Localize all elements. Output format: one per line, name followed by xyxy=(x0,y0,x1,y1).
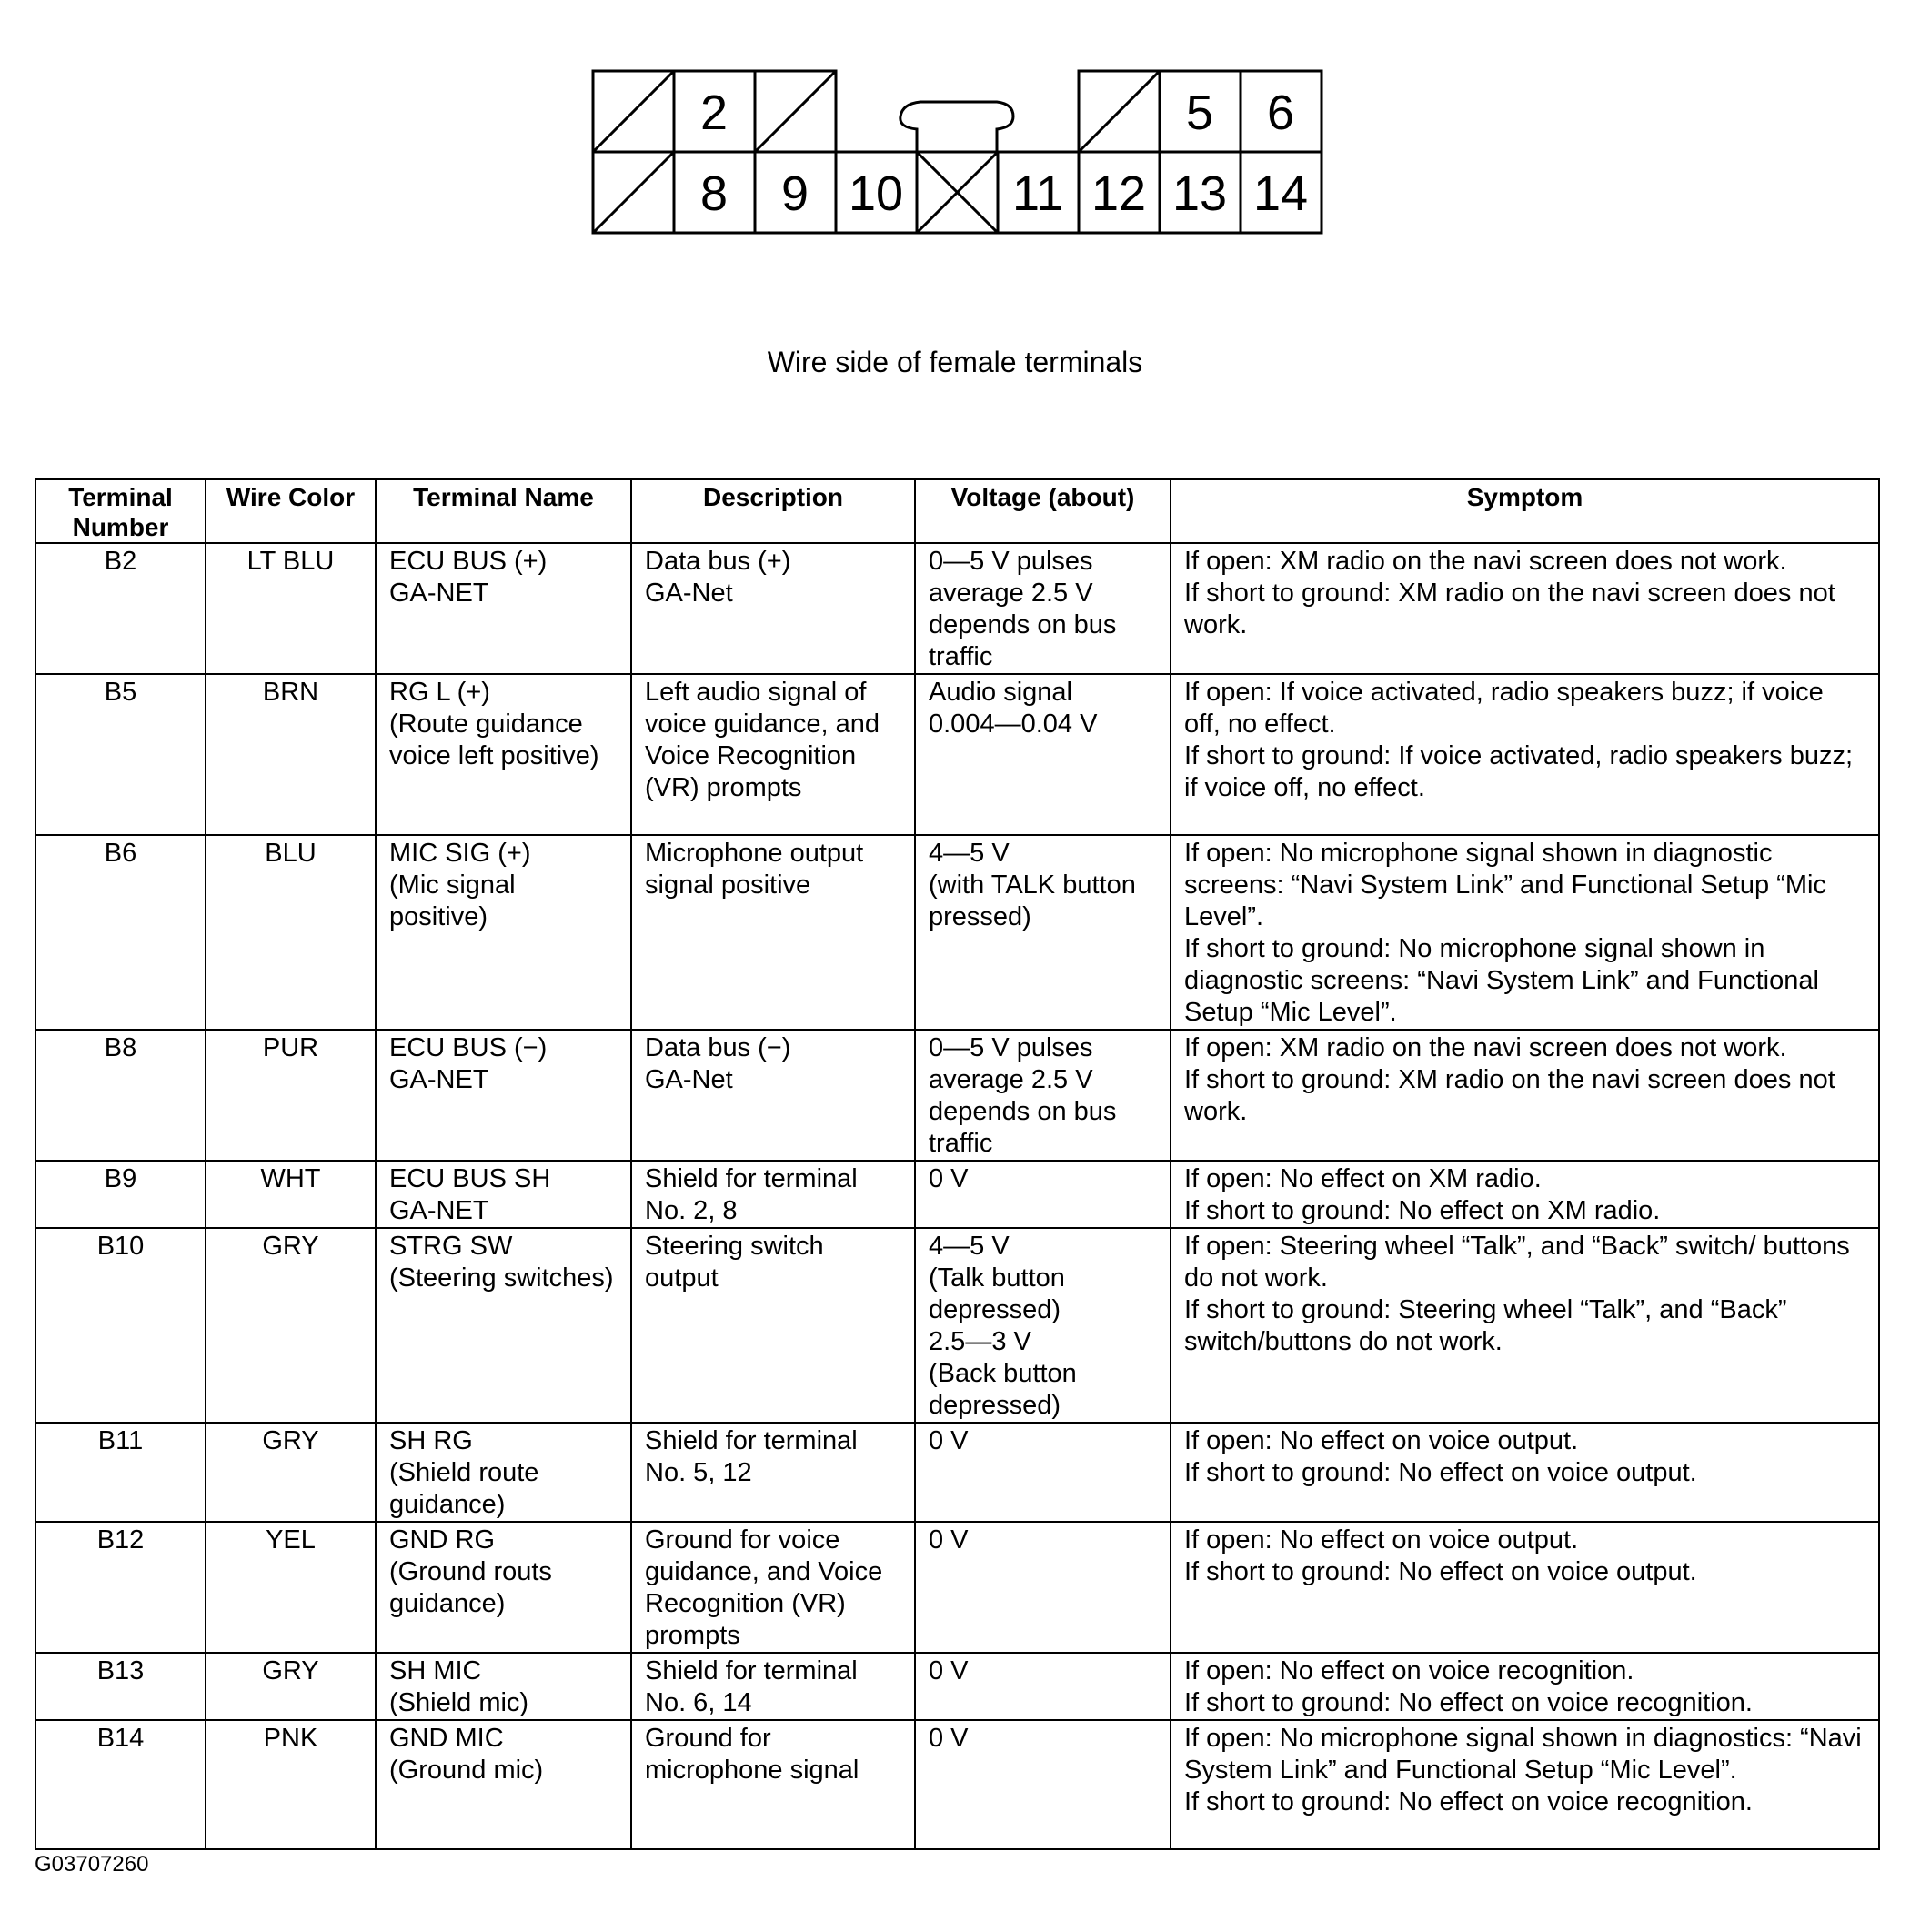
pin-label: 11 xyxy=(1011,166,1064,221)
terminal-name: ECU BUS (−) GA-NET xyxy=(376,1030,631,1161)
voltage: 0—5 V pulses average 2.5 V depends on bus traffic xyxy=(915,1030,1171,1161)
table-row xyxy=(35,1423,1879,1522)
terminal-name: SH RG (Shield route guidance) xyxy=(376,1423,631,1522)
pin-label: 8 xyxy=(699,166,729,221)
description: Shield for terminal No. 5, 12 xyxy=(631,1423,915,1522)
wire-color: PNK xyxy=(206,1720,376,1849)
diagram-caption: Wire side of female terminals xyxy=(767,346,1143,378)
symptom: If open: XM radio on the navi screen does not work. If short to ground: XM radio on the navi screen does not work. xyxy=(1171,543,1879,674)
terminal-number: B10 xyxy=(35,1228,206,1423)
terminal-number: B5 xyxy=(35,674,206,835)
terminal-name: GND RG (Ground routs guidance) xyxy=(376,1522,631,1653)
connector-diagram xyxy=(0,0,1910,273)
table-row xyxy=(35,1720,1879,1849)
symptom: If open: Steering wheel “Talk”, and “Back” switch/ buttons do not work. If short to ground: Steering wheel “Talk”, and “Back” switch/buttons do not work. xyxy=(1171,1228,1879,1423)
terminal-number: B14 xyxy=(35,1720,206,1849)
wire-color: PUR xyxy=(206,1030,376,1161)
pin-label: 6 xyxy=(1266,86,1295,140)
symptom: If open: No effect on XM radio. If short to ground: No effect on XM radio. xyxy=(1171,1161,1879,1228)
terminal-number: B2 xyxy=(35,543,206,674)
voltage: 0 V xyxy=(915,1161,1171,1228)
description: Ground for voice guidance, and Voice Recognition (VR) prompts xyxy=(631,1522,915,1653)
description: Shield for terminal No. 2, 8 xyxy=(631,1161,915,1228)
table-row xyxy=(35,543,1879,674)
voltage: 0—5 V pulses average 2.5 V depends on bus traffic xyxy=(915,543,1171,674)
symptom: If open: No effect on voice recognition. If short to ground: No effect on voice recognition. xyxy=(1171,1653,1879,1720)
wire-color: BRN xyxy=(206,674,376,835)
terminal-number: B9 xyxy=(35,1161,206,1228)
terminal-number: B12 xyxy=(35,1522,206,1653)
terminal-name: MIC SIG (+) (Mic signal positive) xyxy=(376,835,631,1030)
table-row xyxy=(35,835,1879,1030)
pin-label: 10 xyxy=(848,166,904,221)
wire-color: GRY xyxy=(206,1653,376,1720)
header-row xyxy=(35,479,1879,543)
symptom: If open: No microphone signal shown in diagnostics: “Navi System Link” and Functional Setup “Mic Level”. If short to ground: No effect on voice recognition. xyxy=(1171,1720,1879,1849)
table-row xyxy=(35,1228,1879,1423)
wire-color: GRY xyxy=(206,1228,376,1423)
terminal-name: SH MIC (Shield mic) xyxy=(376,1653,631,1720)
symptom: If open: XM radio on the navi screen does not work. If short to ground: XM radio on the navi screen does not work. xyxy=(1171,1030,1879,1161)
wire-color: WHT xyxy=(206,1161,376,1228)
table-row xyxy=(35,674,1879,835)
symptom: If open: If voice activated, radio speakers buzz; if voice off, no effect. If short to ground: If voice activated, radio speakers buzz; if voice off, no effect. xyxy=(1171,674,1879,835)
voltage: 4—5 V (Talk button depressed) 2.5—3 V (Back button depressed) xyxy=(915,1228,1171,1423)
pin-label: 14 xyxy=(1252,166,1309,221)
voltage: 0 V xyxy=(915,1423,1171,1522)
table-row xyxy=(35,1161,1879,1228)
voltage: 0 V xyxy=(915,1720,1171,1849)
header-description: Description xyxy=(631,479,915,543)
pin-label: 2 xyxy=(699,86,729,140)
table-row xyxy=(35,1030,1879,1161)
terminal-number: B11 xyxy=(35,1423,206,1522)
wire-color: YEL xyxy=(206,1522,376,1653)
description: Left audio signal of voice guidance, and Voice Recognition (VR) prompts xyxy=(631,674,915,835)
description: Steering switch output xyxy=(631,1228,915,1423)
terminal-name: ECU BUS (+) GA-NET xyxy=(376,543,631,674)
locking-tab xyxy=(900,102,1013,152)
description: Microphone output signal positive xyxy=(631,835,915,1030)
figure-id: G03707260 xyxy=(35,1852,149,1877)
pin-label: 13 xyxy=(1171,166,1228,221)
description: Shield for terminal No. 6, 14 xyxy=(631,1653,915,1720)
terminal-table xyxy=(35,478,1880,1850)
header-voltage: Voltage (about) xyxy=(915,479,1171,543)
header-wire-color: Wire Color xyxy=(206,479,376,543)
description: Data bus (−) GA-Net xyxy=(631,1030,915,1161)
wire-color: BLU xyxy=(206,835,376,1030)
wire-color: LT BLU xyxy=(206,543,376,674)
terminal-number: B13 xyxy=(35,1653,206,1720)
terminal-name: STRG SW (Steering switches) xyxy=(376,1228,631,1423)
description: Ground for microphone signal xyxy=(631,1720,915,1849)
table-row xyxy=(35,1653,1879,1720)
terminal-name: RG L (+) (Route guidance voice left positive) xyxy=(376,674,631,835)
pin-label: 9 xyxy=(780,166,809,221)
terminal-name: GND MIC (Ground mic) xyxy=(376,1720,631,1849)
pin-label: 5 xyxy=(1185,86,1214,140)
header-terminal-name: Terminal Name xyxy=(376,479,631,543)
table-row xyxy=(35,1522,1879,1653)
voltage: Audio signal 0.004—0.04 V xyxy=(915,674,1171,835)
header-terminal-number: Terminal Number xyxy=(35,479,206,543)
voltage: 0 V xyxy=(915,1522,1171,1653)
header-symptom: Symptom xyxy=(1171,479,1879,543)
symptom: If open: No effect on voice output. If short to ground: No effect on voice output. xyxy=(1171,1522,1879,1653)
voltage: 4—5 V (with TALK button pressed) xyxy=(915,835,1171,1030)
voltage: 0 V xyxy=(915,1653,1171,1720)
symptom: If open: No microphone signal shown in diagnostic screens: “Navi System Link” and Functional Setup “Mic Level”. If short to ground: No microphone signal shown in diagnostic screens: “Navi System Link” and Functional Setup “Mic Level”. xyxy=(1171,835,1879,1030)
wire-color: GRY xyxy=(206,1423,376,1522)
pin-label: 12 xyxy=(1091,166,1147,221)
terminal-number: B8 xyxy=(35,1030,206,1161)
terminal-number: B6 xyxy=(35,835,206,1030)
symptom: If open: No effect on voice output. If short to ground: No effect on voice output. xyxy=(1171,1423,1879,1522)
terminal-name: ECU BUS SH GA-NET xyxy=(376,1161,631,1228)
description: Data bus (+) GA-Net xyxy=(631,543,915,674)
